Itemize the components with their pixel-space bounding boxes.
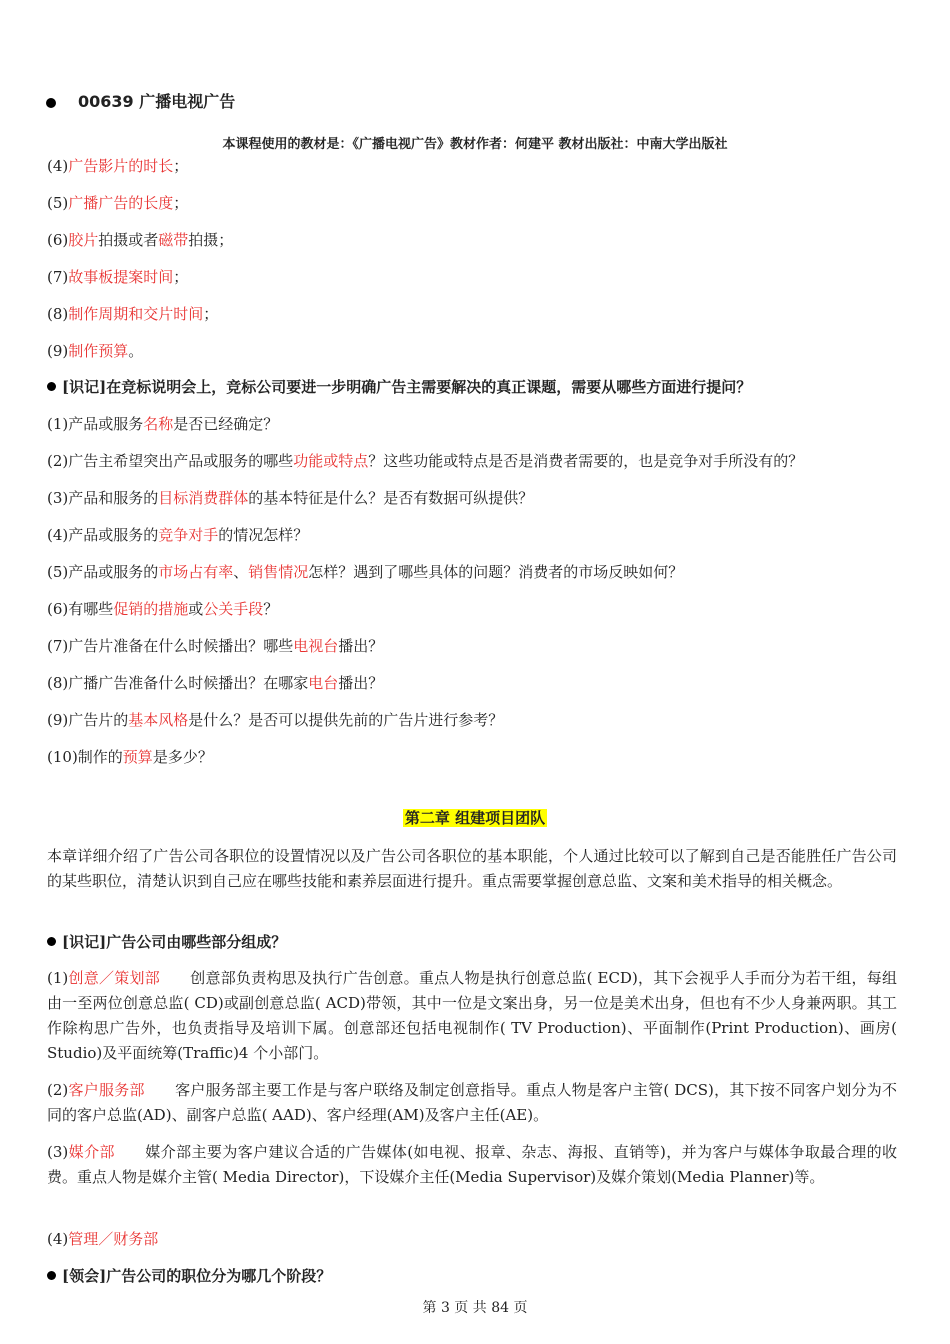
chapter-heading: 第二章 组建项目团队: [404, 809, 546, 827]
list-item: (4)广告影片的时长；: [47, 157, 189, 175]
list-item: (6)胶片拍摄或者磁带拍摄；: [47, 231, 234, 249]
question-heading: [领会]广告公司的职位分为哪几个阶段？: [47, 1266, 331, 1286]
list-item: (5)广播广告的长度；: [47, 194, 189, 212]
bullet-dot-icon: [47, 937, 56, 946]
list-item: (2)广告主希望突出产品或服务的哪些功能或特点？这些功能或特点是否是消费者需要的，也是竞争对手所没有的？: [47, 452, 804, 470]
textbook-info: 本课程使用的教材是：《广播电视广告》教材作者：何建平 教材出版社：中南大学出版社: [222, 137, 728, 152]
bullet-dot-icon: [46, 98, 56, 108]
list-item: (9)制作预算。: [47, 342, 144, 360]
bullet-dot-icon: [47, 382, 56, 391]
course-title: 00639 广播电视广告: [78, 92, 236, 111]
page-number: 第 3 页 共 84 页: [422, 1300, 528, 1316]
list-item: (3)产品和服务的目标消费群体的基本特征是什么？是否有数据可纵提供？: [47, 489, 534, 507]
list-item: (6)有哪些促销的措施或公关手段？: [47, 600, 279, 618]
question-heading: [识记]广告公司由哪些部分组成？: [47, 932, 286, 952]
department-item: (3)媒介部 媒介部主要为客户建议合适的广告媒体(如电视、报章、杂志、海报、直销等)，并为客户与媒体争取最合理的收费。重点人物是媒介主管( Media Director)，下设媒介主任(Media Supervisor)及媒介策划(Media Planner)等。: [47, 1143, 897, 1186]
list-item: (5)产品或服务的市场占有率、销售情况怎样？遇到了哪些具体的问题？消费者的市场反映如何？: [47, 563, 684, 581]
bullet-dot-icon: [47, 1271, 56, 1280]
list-item: (1)产品或服务名称是否已经确定？: [47, 415, 279, 433]
list-item: (8)制作周期和交片时间；: [47, 305, 219, 323]
list-item: (7)故事板提案时间；: [47, 268, 189, 286]
department-item: (2)客户服务部 客户服务部主要工作是与客户联络及制定创意指导。重点人物是客户主管( DCS)，其下按不同客户划分为不同的客户总监(AD)、副客户总监( AAD)、客户经理(AM)及客户主任(AE)。: [47, 1081, 897, 1124]
list-item: (10)制作的预算是多少？: [47, 748, 213, 766]
list-item: (8)广播广告准备什么时候播出？在哪家电台播出？: [47, 674, 384, 692]
list-item: (9)广告片的基本风格是什么？是否可以提供先前的广告片进行参考？: [47, 711, 504, 729]
chapter-intro: 本章详细介绍了广告公司各职位的设置情况以及广告公司各职位的基本职能，个人通过比较可以了解到自己是否能胜任广告公司的某些职位，清楚认识到自己应在哪些技能和素养层面进行提升。重点需要掌握创意总监、文案和美术指导的相关概念。: [47, 847, 897, 890]
question-heading: [识记]在竞标说明会上，竞标公司要进一步明确广告主需要解决的真正课题，需要从哪些方面进行提问？: [47, 377, 751, 397]
department-item: (4)管理／财务部: [47, 1230, 159, 1248]
department-item: (1)创意／策划部 创意部负责构思及执行广告创意。重点人物是执行创意总监( ECD)，其下会视乎人手而分为若干组，每组由一至两位创意总监( CD)或副创意总监( ACD)带领，其中一位是文案出身，另一位是美术出身，但也有不少人身兼两职。其工作除构思广告外，也负责指导及培训下属。创意部还包括电视制作( TV Production)、平面制作(Print Production)、画房( Studio)及平面统筹(Traffic)4 个小部门。: [47, 969, 897, 1062]
list-item: (7)广告片准备在什么时候播出？哪些电视台播出？: [47, 637, 384, 655]
list-item: (4)产品或服务的竞争对手的情况怎样？: [47, 526, 309, 544]
